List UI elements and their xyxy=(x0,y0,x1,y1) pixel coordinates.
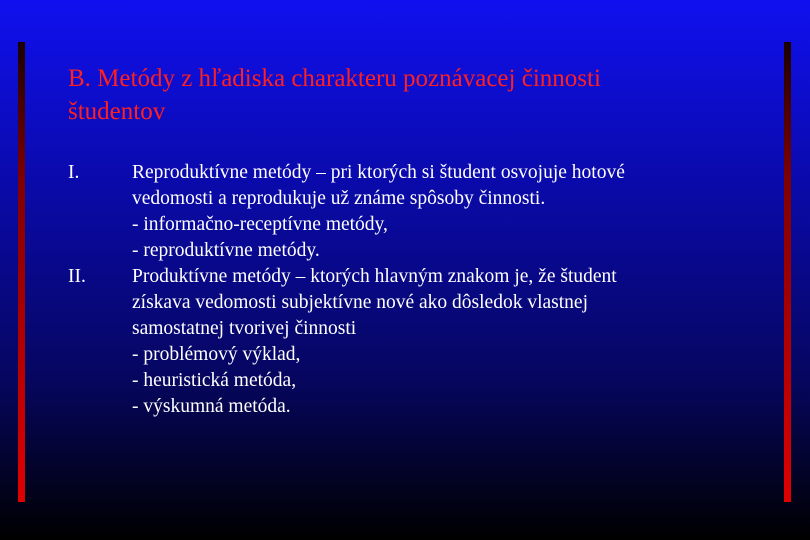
left-decorative-bar xyxy=(18,42,25,502)
list-line: - reproduktívne metódy. xyxy=(132,240,320,261)
list-numeral: I. xyxy=(68,162,80,183)
methods-list xyxy=(68,160,768,420)
list-item-productive xyxy=(68,264,768,420)
list-line: - informačno-receptívne metódy, xyxy=(132,214,388,235)
slide-title xyxy=(68,62,768,128)
list-line: samostatnej tvorivej činnosti xyxy=(132,318,357,339)
list-line: Produktívne metódy – ktorých hlavným znakom je, že študent xyxy=(132,266,617,287)
right-decorative-bar xyxy=(784,42,791,502)
list-numeral: II. xyxy=(68,266,86,287)
list-line: Reproduktívne metódy – pri ktorých si študent osvojuje hotové xyxy=(132,162,625,183)
list-item-reproductive xyxy=(68,160,768,264)
list-line: - výskumná metóda. xyxy=(132,396,291,417)
list-line: vedomosti a reprodukuje už známe spôsoby činnosti. xyxy=(132,188,546,209)
list-line: získava vedomosti subjektívne nové ako dôsledok vlastnej xyxy=(132,292,588,313)
slide-title-line-1: B. Metódy z hľadiska charakteru poznávacej činnosti xyxy=(68,65,601,92)
list-line: - problémový výklad, xyxy=(132,344,301,365)
list-line: - heuristická metóda, xyxy=(132,370,297,391)
slide-title-line-2: študentov xyxy=(68,98,166,125)
